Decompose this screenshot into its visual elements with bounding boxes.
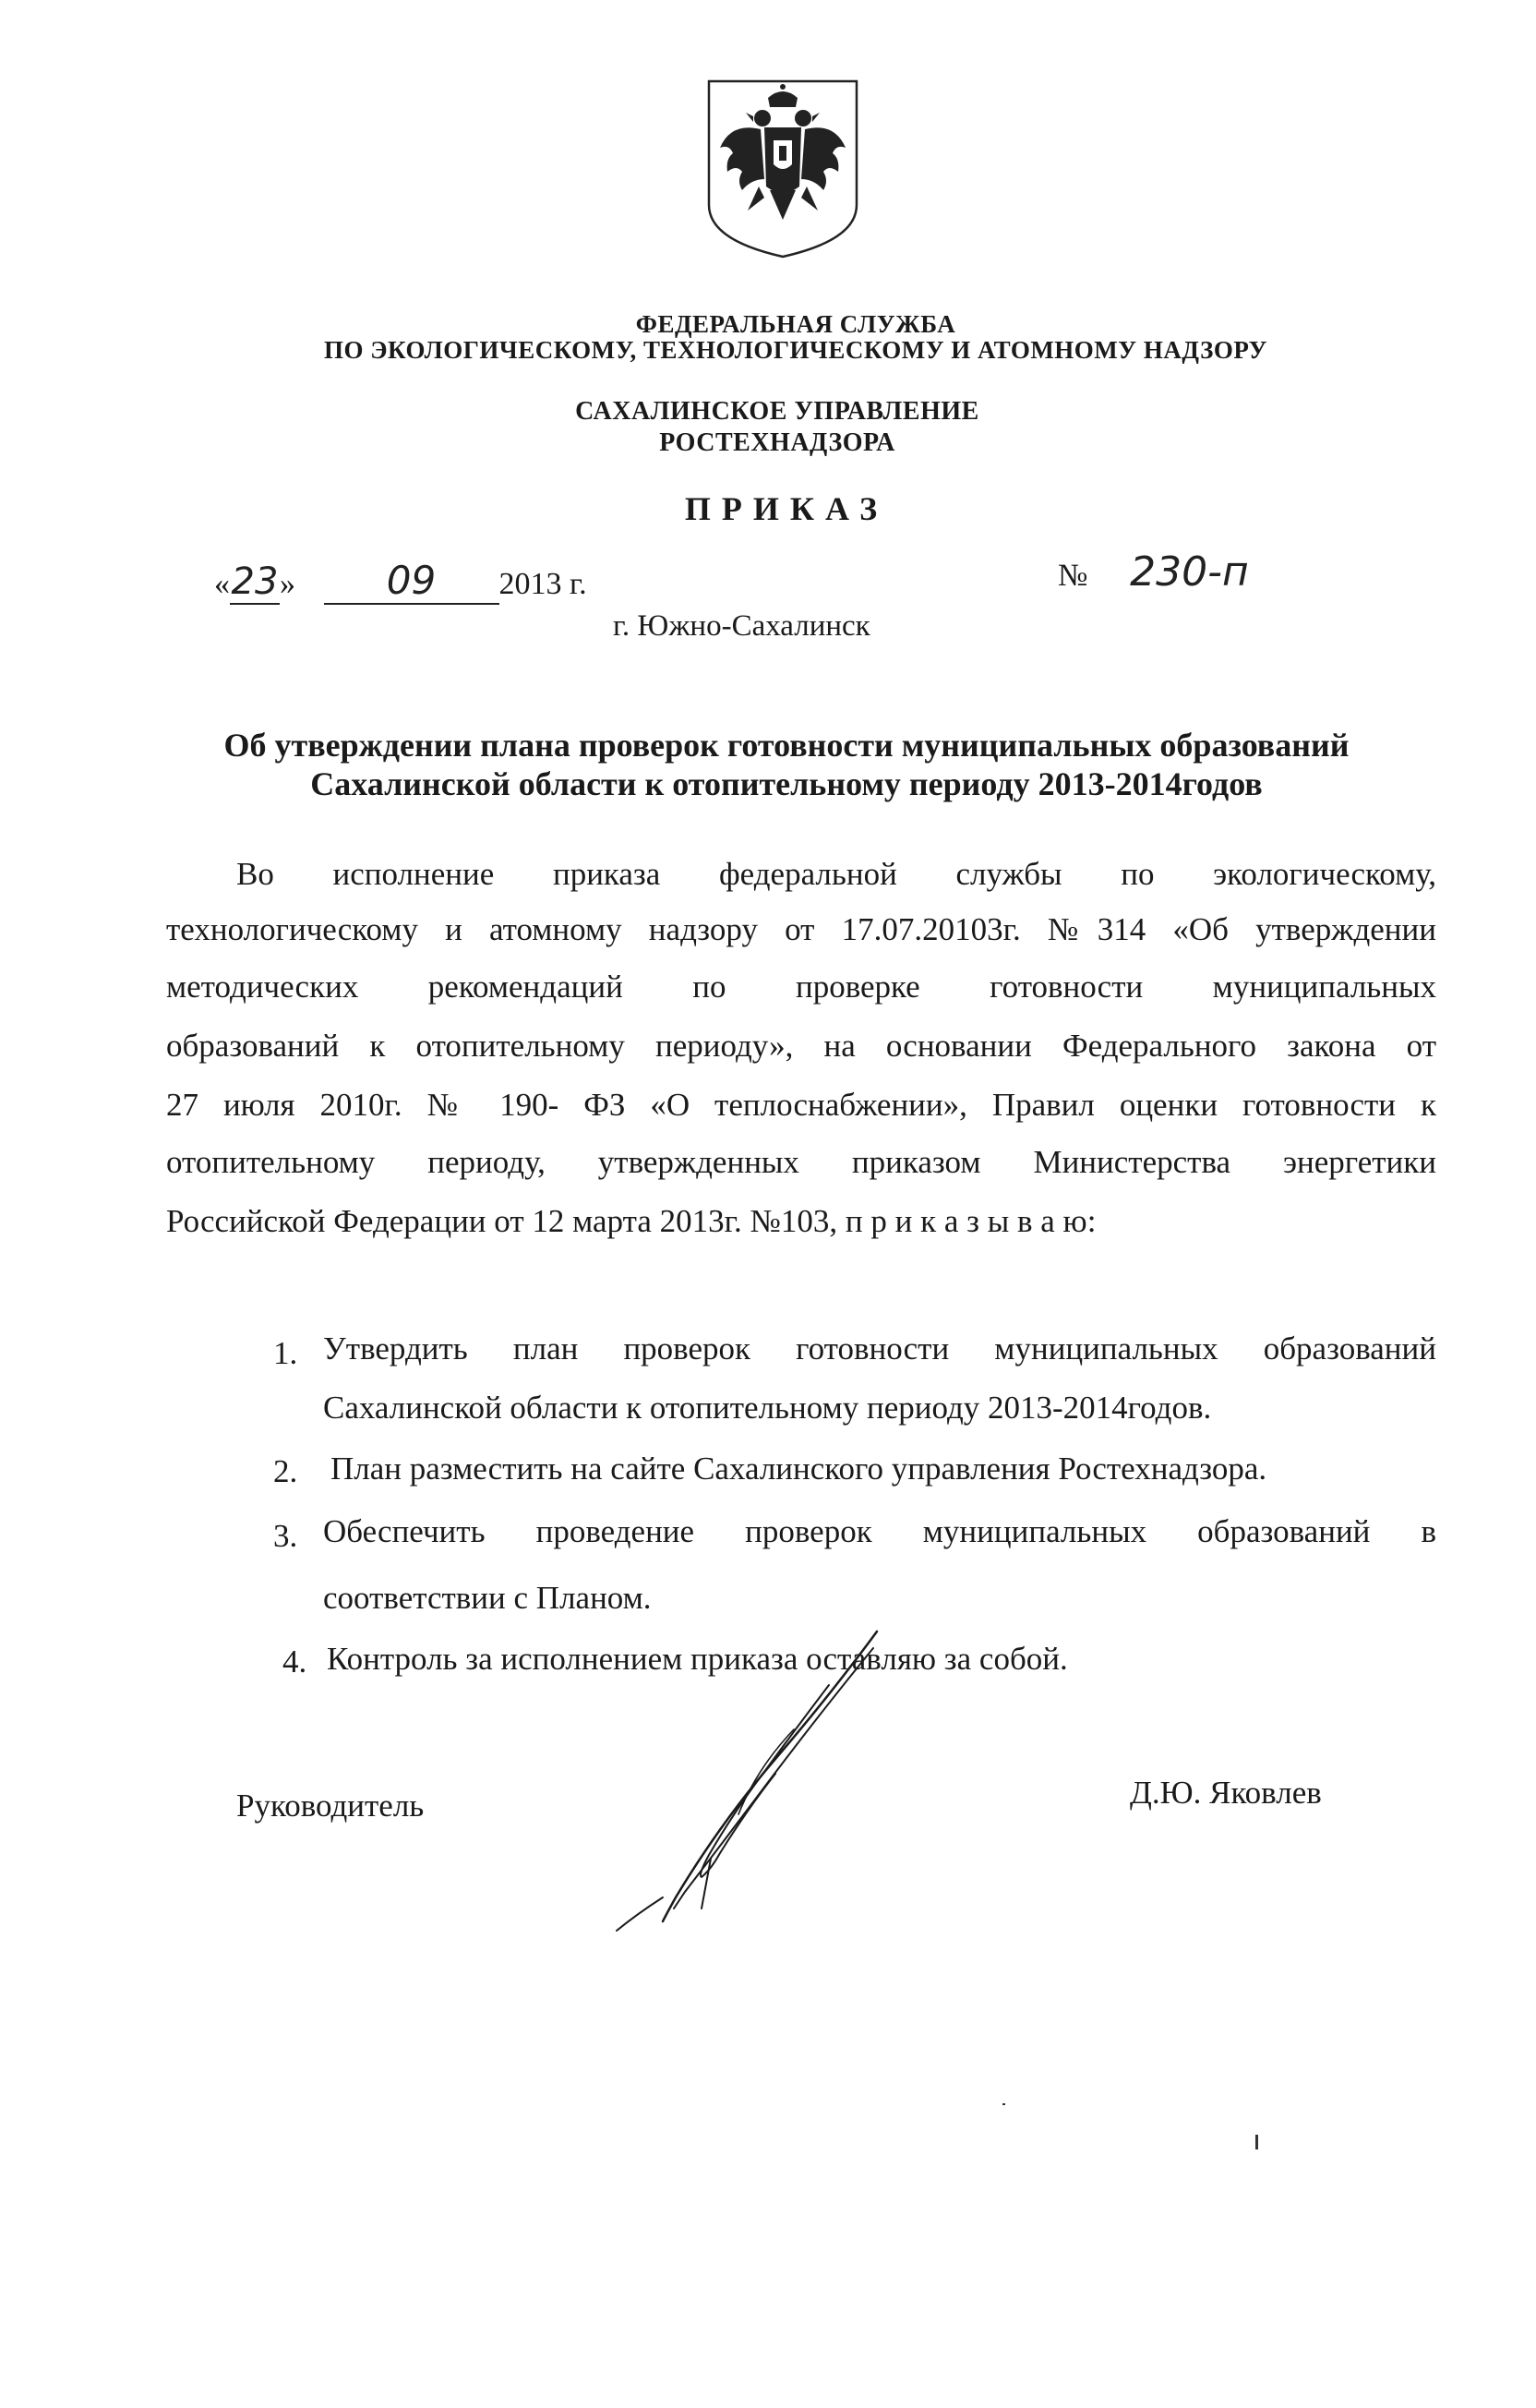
order-number — [1058, 548, 1290, 596]
document-type-title: ПРИКАЗ — [684, 490, 889, 527]
department-name-line1: САХАЛИНСКОЕ УПРАВЛЕНИЕ — [575, 397, 979, 426]
item-1-number: 1. — [273, 1335, 298, 1371]
city: г. Южно-Сахалинск — [613, 609, 870, 643]
order-month: 09 — [324, 558, 499, 605]
department-name-line2: РОСТЕХНАДЗОРА — [659, 428, 895, 457]
preamble-line-3: методических рекомендаций по проверке готовности муниципальных — [166, 969, 1436, 1005]
item-4-number: 4. — [282, 1643, 307, 1680]
item-3-line2: соответствии с Планом. — [323, 1580, 652, 1616]
order-day: 23 — [231, 560, 279, 603]
agency-name-line1: ФЕДЕРАЛЬНАЯ СЛУЖБА — [635, 310, 956, 338]
signer-name: Д.Ю. Яковлев — [1130, 1775, 1322, 1811]
preamble-line-6: отопительному периоду, утвержденных приказом Министерства энергетики — [166, 1144, 1436, 1180]
item-4-line1: Контроль за исполнением приказа оставляю за собой. — [327, 1641, 1068, 1677]
preamble-line-5: 27 июля 2010г. № 190- ФЗ «О теплоснабжении», Правил оценки готовности к — [166, 1087, 1436, 1123]
preamble-line-7: Российской Федерации от 12 марта 2013г. №103, п р и к а з ы в а ю: — [166, 1203, 1097, 1239]
preamble-line-1: Во исполнение приказа федеральной службы по экологическому, — [236, 856, 1436, 892]
item-1-line1: Утвердить план проверок готовности муниципальных образований — [323, 1330, 1436, 1367]
order-year: 2013 г. — [498, 567, 587, 601]
subject-line2: Сахалинской области к отопительному периоду 2013-2014годов — [310, 765, 1263, 802]
quote-close: » — [280, 567, 295, 601]
signer-role: Руководитель — [236, 1788, 425, 1824]
coat-of-arms-emblem — [703, 76, 862, 260]
scan-artifact — [1002, 2103, 1005, 2105]
item-3-number: 3. — [273, 1518, 298, 1554]
handwritten-signature — [609, 1620, 905, 1934]
order-date — [214, 558, 587, 605]
subject-line1: Об утверждении плана проверок готовности муниципальных образований — [223, 727, 1350, 764]
scan-artifact — [1255, 2135, 1258, 2149]
number-sign: № — [1058, 559, 1088, 593]
quote-open: « — [214, 567, 230, 601]
item-3-line1: Обеспечить проведение проверок муниципальных образований в — [323, 1513, 1436, 1549]
agency-name-line2: ПО ЭКОЛОГИЧЕСКОМУ, ТЕХНОЛОГИЧЕСКОМУ И АТОМНОМУ НАДЗОРУ — [323, 336, 1267, 364]
item-1-line2: Сахалинской области к отопительному периоду 2013-2014годов. — [323, 1390, 1212, 1426]
item-2-line1: План разместить на сайте Сахалинского управления Ростехнадзора. — [330, 1451, 1267, 1487]
preamble-line-4: образований к отопительному периоду», на основании Федерального закона от — [166, 1028, 1436, 1064]
item-2-number: 2. — [273, 1453, 298, 1489]
order-number-value: 230-п — [1130, 548, 1249, 596]
preamble-line-2: технологическому и атомному надзору от 17.07.20103г. №314 «Об утверждении — [166, 911, 1436, 947]
